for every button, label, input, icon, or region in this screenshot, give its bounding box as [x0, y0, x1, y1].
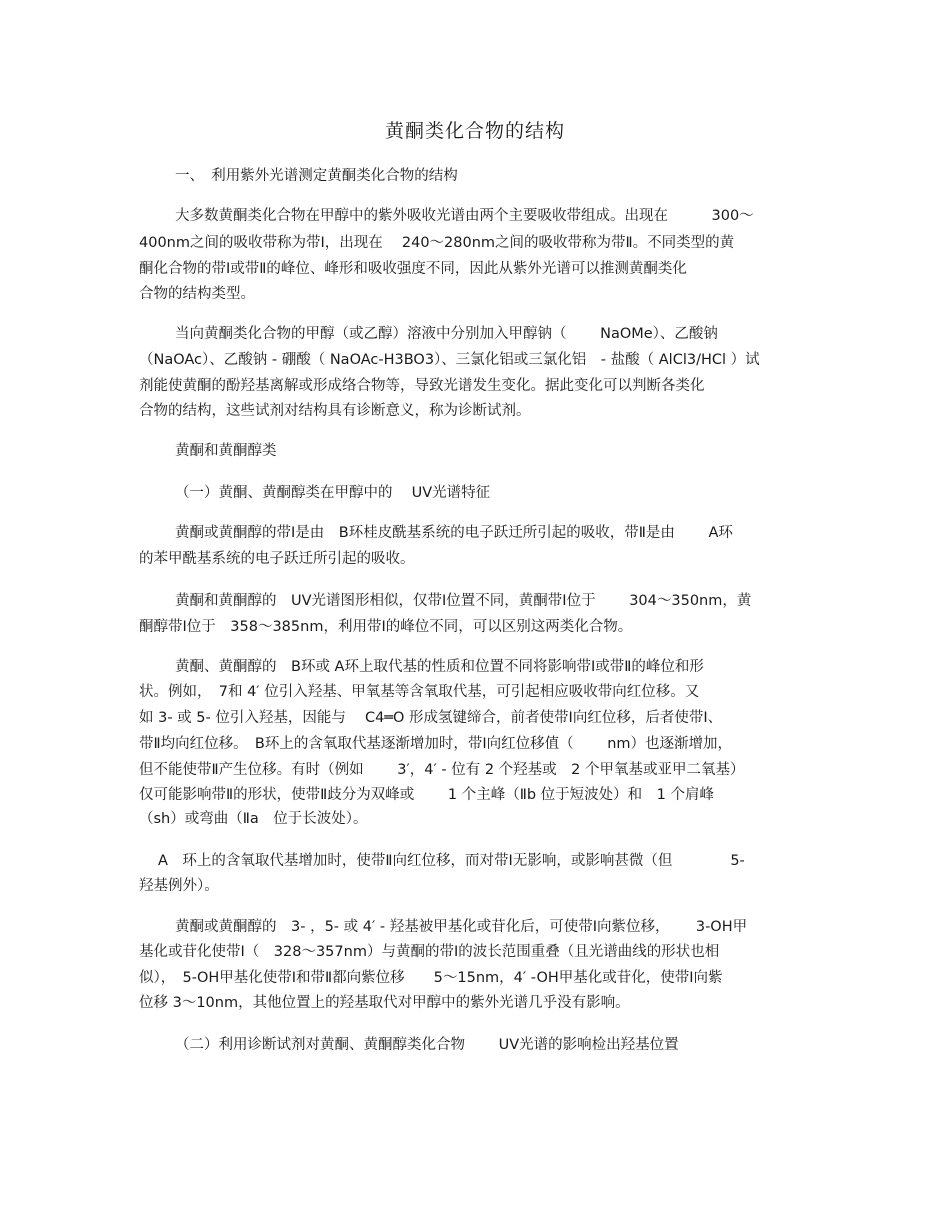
paragraph-line: 带Ⅱ均向红位移。 B环上的含氧取代基逐渐增加时，带Ⅰ向红位移值（ nm）也逐渐增加， — [139, 736, 733, 752]
paragraph-line: 位移 3～10nm，其他位置上的羟基取代对甲醇中的紫外光谱几乎没有影响。 — [139, 995, 630, 1011]
paragraph-line: 黄酮和黄酮醇的 UV光谱图形相似，仅带Ⅰ位置不同，黄酮带Ⅰ位于 304～350nm，黄 — [175, 593, 752, 609]
paragraph-line: 黄酮或黄酮醇的带Ⅰ是由 B环桂皮酰基系统的电子跃迁所引起的吸收，带Ⅱ是由 A环 — [175, 525, 733, 541]
paragraph-line: 合物的结构，这些试剂对结构具有诊断意义，称为诊断试剂。 — [139, 403, 531, 419]
subheading: 黄酮和黄酮醇类 — [175, 443, 277, 459]
paragraph-line: 当向黄酮类化合物的甲醇（或乙醇）溶液中分别加入甲醇钠（ NaOMe）、乙酸钠 — [175, 326, 718, 342]
paragraph-line: 状。例如， 7和 4′ 位引入羟基、甲氧基等含氧取代基，可引起相应吸收带向红位移。又 — [139, 684, 700, 700]
section-heading: 一、 利用紫外光谱测定黄酮类化合物的结构 — [175, 168, 458, 184]
paragraph-line: 合物的结构类型。 — [139, 286, 255, 302]
paragraph-line: 400nm之间的吸收带称为带Ⅰ，出现在 240～280nm之间的吸收带称为带Ⅱ。不同类型的黄 — [139, 235, 735, 251]
subheading: （二）利用诊断试剂对黄酮、黄酮醇类化合物 UV光谱的影响检出羟基位置 — [175, 1037, 679, 1053]
paragraph-line: 羟基例外）。 — [139, 878, 219, 894]
paragraph-line: 酮化合物的带Ⅰ或带Ⅱ的峰位、峰形和吸收强度不同，因此从紫外光谱可以推测黄酮类化 — [139, 261, 687, 277]
paragraph-line: 但不能使带Ⅱ产生位移。有时（例如 3′，4′ - 位有 2 个羟基或 2 个甲氧基或亚甲二氧基） — [139, 762, 745, 778]
paragraph-line: （sh）或弯曲（Ⅱa 位于长波处）。 — [139, 811, 368, 827]
paragraph-line: 基化或苷化使带Ⅰ（ 328～357nm）与黄酮的带Ⅰ的波长范围重叠（且光谱曲线的形状也相 — [139, 944, 720, 960]
paragraph-line: 仅可能影响带Ⅱ的形状，使带Ⅱ歧分为双峰或 1 个主峰（Ⅱb 位于短波处）和 1 个肩峰 — [139, 787, 714, 803]
paragraph-line: 似）， 5-OH甲基化使带Ⅰ和带Ⅱ都向紫位移 5～15nm，4′ -OH甲基化或苷化，使带Ⅰ向紫 — [139, 970, 723, 986]
paragraph-line: 大多数黄酮类化合物在甲醇中的紫外吸收光谱由两个主要吸收带组成。出现在 300～ — [175, 208, 754, 224]
paragraph-line: 黄酮、黄酮醇的 B环或 A环上取代基的性质和位置不同将影响带Ⅰ或带Ⅱ的峰位和形 — [175, 659, 704, 675]
paragraph-line: （NaOAc）、乙酸钠 - 硼酸（ NaOAc-H3BO3）、三氯化铝或三氯化铝 - 盐酸（ AlCl3/HCl ）试 — [139, 352, 760, 368]
paragraph-line: 的苯甲酰基系统的电子跃迁所引起的吸收。 — [139, 551, 415, 567]
paragraph-line: 剂能使黄酮的酚羟基离解或形成络合物等，导致光谱发生变化。据此变化可以判断各类化 — [139, 378, 705, 394]
paragraph-line: 如 3- 或 5- 位引入羟基，因能与 C4═O 形成氢键缔合，前者使带Ⅰ向红位移，后者使带Ⅰ、 — [139, 710, 723, 726]
paragraph-line: 黄酮或黄酮醇的 3- ，5- 或 4′ - 羟基被甲基化或苷化后，可使带Ⅰ向紫位移， 3-OH甲 — [175, 919, 748, 935]
paragraph-line: A 环上的含氧取代基增加时，使带Ⅱ向红位移，而对带Ⅰ无影响，或影响甚微（但 5- — [158, 853, 745, 869]
document-title: 黄酮类化合物的结构 — [384, 120, 565, 142]
paragraph-line: 酮醇带Ⅰ位于 358～385nm，利用带Ⅰ的峰位不同，可以区别这两类化合物。 — [139, 619, 633, 635]
subheading: （一）黄酮、黄酮醇类在甲醇中的 UV光谱特征 — [175, 485, 491, 501]
